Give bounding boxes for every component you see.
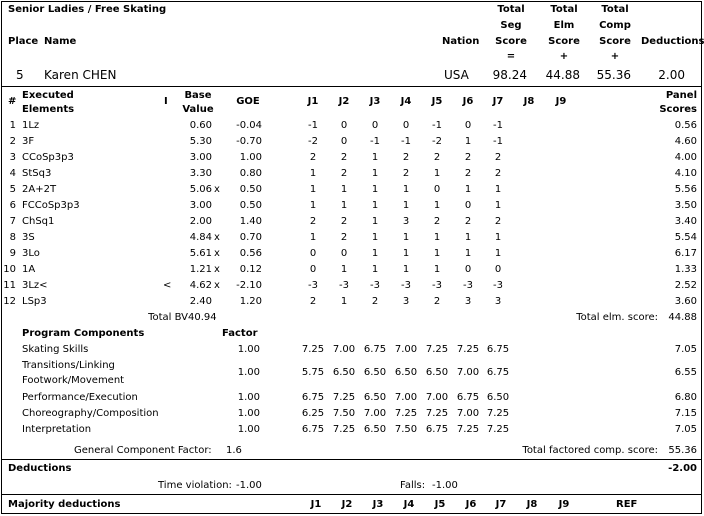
base-value: 5.30	[189, 136, 212, 147]
judge-score: 0	[309, 248, 317, 259]
nation-header: Nation	[442, 36, 480, 47]
judge-score: 7.25	[301, 344, 325, 355]
judge-score: 7.00	[332, 344, 356, 355]
goe-value: 0.12	[239, 264, 262, 275]
skater-deductions: 2.00	[658, 68, 685, 82]
judge-score: 7.25	[456, 424, 480, 435]
judge-score: 1	[433, 232, 441, 243]
panel-score: 4.10	[674, 168, 697, 179]
deductions-total: -2.00	[668, 463, 697, 474]
judge-score: 7.00	[456, 367, 480, 378]
majority-judge: J2	[341, 499, 353, 510]
time-violation-value: -1.00	[236, 480, 262, 491]
deductions-header: Deductions	[641, 36, 704, 47]
element-number: 2	[9, 136, 16, 147]
judge-score: 2	[309, 152, 317, 163]
judge-score: 6.75	[425, 424, 449, 435]
judge-score: 7.25	[332, 392, 356, 403]
element-number: 5	[9, 184, 16, 195]
judge-score: 1	[340, 264, 348, 275]
judge-score: 7.00	[456, 408, 480, 419]
judge-score: -3	[308, 280, 318, 291]
judge-score: 6.50	[486, 392, 510, 403]
element-number: 7	[9, 216, 16, 227]
element-number: 8	[9, 232, 16, 243]
base-value: 5.61	[189, 248, 212, 259]
judge-score: 6.75	[363, 344, 387, 355]
element-name: LSp3	[22, 296, 47, 307]
judge-score: 0	[464, 120, 472, 131]
component-name: Interpretation	[22, 424, 92, 435]
judge-header: J2	[338, 96, 350, 107]
falls-label: Falls:	[400, 480, 426, 491]
judge-score: 7.25	[332, 424, 356, 435]
divider	[1, 459, 702, 460]
skater-tss: 98.24	[492, 68, 527, 82]
panel-score: 5.54	[674, 232, 697, 243]
falls-value: -1.00	[432, 480, 458, 491]
component-factor: 1.00	[237, 367, 260, 378]
total-bv-value: 40.94	[188, 312, 217, 323]
goe-value: -0.70	[236, 136, 262, 147]
total-elm-label: Total elm. score:	[576, 312, 658, 323]
judge-score: 1	[371, 152, 379, 163]
judge-score: 1	[494, 248, 502, 259]
judge-score: 0	[433, 184, 441, 195]
majority-judge: J5	[434, 499, 446, 510]
judge-score: 0	[340, 248, 348, 259]
judge-score: -3	[463, 280, 473, 291]
judge-header: J8	[523, 96, 535, 107]
judge-score: 1	[464, 136, 472, 147]
total-comp-label: Total factored comp. score:	[522, 445, 658, 456]
total-bv-label: Total BV	[148, 312, 188, 323]
time-violation-label: Time violation:	[158, 480, 232, 491]
judge-score: 0	[402, 120, 410, 131]
panel-score: 4.00	[674, 152, 697, 163]
judge-score: 1	[402, 200, 410, 211]
element-name: 1A	[22, 264, 36, 275]
judge-score: 7.25	[425, 408, 449, 419]
panel-score: 3.50	[674, 200, 697, 211]
judge-score: 6.50	[394, 367, 418, 378]
judge-score: 2	[309, 296, 317, 307]
component-score: 6.55	[674, 367, 697, 378]
majority-judge: J7	[495, 499, 507, 510]
judge-header: J3	[369, 96, 381, 107]
judge-score: 7.00	[394, 344, 418, 355]
skater-name: Karen CHEN	[44, 68, 117, 82]
judge-score: 1	[309, 232, 317, 243]
judge-score: 2	[340, 152, 348, 163]
judge-score: 6.50	[332, 367, 356, 378]
place-header: Place	[8, 36, 39, 47]
element-number: 6	[9, 200, 16, 211]
component-score: 6.80	[674, 392, 697, 403]
judge-score: 1	[371, 216, 379, 227]
judge-score: 1	[371, 200, 379, 211]
judge-score: 6.50	[363, 424, 387, 435]
majority-judge: J1	[310, 499, 322, 510]
base-value: 3.30	[189, 168, 212, 179]
judge-score: 0	[309, 264, 317, 275]
element-name: 3Lz<	[22, 280, 48, 291]
panel-score: 6.17	[674, 248, 697, 259]
bonus-marker: x	[214, 184, 220, 195]
majority-judge: J9	[558, 499, 570, 510]
bonus-marker: x	[214, 264, 220, 275]
element-name: ChSq1	[22, 216, 55, 227]
judge-score: 2	[433, 296, 441, 307]
judge-header: J9	[555, 96, 567, 107]
judge-score: 0	[340, 120, 348, 131]
judge-score: 7.00	[394, 392, 418, 403]
judge-score: 1	[371, 264, 379, 275]
judge-score: 2	[494, 152, 502, 163]
goe-value: -2.10	[236, 280, 262, 291]
judge-score: 7.00	[425, 392, 449, 403]
pc-header: Program Components	[22, 328, 145, 339]
panel-score: 0.56	[674, 120, 697, 131]
judge-score: 1	[494, 200, 502, 211]
element-number: 9	[9, 248, 16, 259]
component-factor: 1.00	[237, 408, 260, 419]
panel-score: 5.56	[674, 184, 697, 195]
component-score: 7.15	[674, 408, 697, 419]
base-value: 2.40	[189, 296, 212, 307]
judge-score: -3	[493, 280, 503, 291]
judge-score: 7.50	[394, 424, 418, 435]
base-value: 0.60	[189, 120, 212, 131]
judge-score: 3	[464, 296, 472, 307]
judge-score: 0	[494, 264, 502, 275]
judge-score: -2	[432, 136, 442, 147]
base-value: 3.00	[189, 200, 212, 211]
element-name: FCCoSp3p3	[22, 200, 80, 211]
judge-score: 2	[340, 232, 348, 243]
gcf-value: 1.6	[226, 445, 242, 456]
base-value: 1.21	[189, 264, 212, 275]
element-name: 3F	[22, 136, 35, 147]
total-elm-value: 44.88	[668, 312, 697, 323]
judge-header: J7	[492, 96, 504, 107]
panel-score: 3.60	[674, 296, 697, 307]
judge-score: 6.75	[456, 392, 480, 403]
factor-header: Factor	[222, 328, 258, 339]
element-name: 2A+2T	[22, 184, 57, 195]
skater-pcs: 55.36	[596, 68, 631, 82]
judge-score: 1	[402, 232, 410, 243]
judge-header: J5	[431, 96, 443, 107]
component-factor: 1.00	[237, 344, 260, 355]
element-number: 11	[3, 280, 16, 291]
base-value: 4.62	[189, 280, 212, 291]
judge-score: -1	[370, 136, 380, 147]
judge-score: 7.50	[332, 408, 356, 419]
divider	[1, 494, 702, 495]
goe-value: 0.50	[239, 200, 262, 211]
component-factor: 1.00	[237, 424, 260, 435]
divider	[1, 86, 702, 87]
component-score: 7.05	[674, 344, 697, 355]
judge-score: 1	[464, 248, 472, 259]
total-comp-value: 55.36	[668, 445, 697, 456]
component-name: Choreography/Composition	[22, 408, 159, 419]
base-value: 2.00	[189, 216, 212, 227]
element-number: 4	[9, 168, 16, 179]
bonus-marker: x	[214, 280, 220, 291]
judge-score: -3	[370, 280, 380, 291]
judge-score: 6.75	[486, 367, 510, 378]
judge-header: J6	[462, 96, 474, 107]
panel-score: 2.52	[674, 280, 697, 291]
goe-value: 1.20	[239, 296, 262, 307]
element-name: 3Lo	[22, 248, 40, 259]
skater-tes: 44.88	[545, 68, 580, 82]
element-number: 12	[3, 296, 16, 307]
majority-judge: J4	[403, 499, 415, 510]
judge-score: 1	[464, 232, 472, 243]
judge-score: 1	[402, 248, 410, 259]
judge-score: 1	[371, 232, 379, 243]
judge-score: 6.50	[425, 367, 449, 378]
goe-value: 0.50	[239, 184, 262, 195]
judge-score: 6.50	[363, 367, 387, 378]
majority-judge: J8	[526, 499, 538, 510]
judge-score: -2	[308, 136, 318, 147]
component-name: Transitions/Linking	[22, 360, 115, 371]
element-number: 10	[3, 264, 16, 275]
goe-value: 1.40	[239, 216, 262, 227]
judge-score: 1	[494, 184, 502, 195]
judge-score: 1	[494, 232, 502, 243]
judge-score: 2	[433, 152, 441, 163]
bonus-marker: x	[214, 232, 220, 243]
deductions-label: Deductions	[8, 463, 72, 474]
majority-judge: J3	[372, 499, 384, 510]
judge-score: 2	[371, 296, 379, 307]
judge-score: -1	[432, 120, 442, 131]
judge-score: 1	[371, 248, 379, 259]
judge-score: 1	[402, 264, 410, 275]
element-info: <	[163, 280, 172, 291]
judge-score: 1	[464, 184, 472, 195]
judge-score: 7.25	[456, 344, 480, 355]
judge-score: 1	[433, 264, 441, 275]
majority-label: Majority deductions	[8, 499, 121, 510]
element-name: CCoSp3p3	[22, 152, 74, 163]
judge-score: -1	[493, 120, 503, 131]
judge-score: 1	[371, 168, 379, 179]
judge-score: 5.75	[301, 367, 325, 378]
judge-score: 2	[464, 152, 472, 163]
judge-score: 0	[464, 264, 472, 275]
judge-score: 2	[340, 168, 348, 179]
judge-score: 1	[433, 168, 441, 179]
goe-value: 1.00	[239, 152, 262, 163]
judge-score: -3	[432, 280, 442, 291]
judge-score: 1	[433, 248, 441, 259]
judge-score: 7.25	[486, 408, 510, 419]
judge-header: J4	[400, 96, 412, 107]
component-name: Performance/Execution	[22, 392, 138, 403]
judge-score: 2	[494, 216, 502, 227]
judge-score: 1	[402, 184, 410, 195]
element-name: 1Lz	[22, 120, 40, 131]
base-value: 3.00	[189, 152, 212, 163]
judge-header: J1	[307, 96, 319, 107]
element-number: 1	[9, 120, 16, 131]
gcf-label: General Component Factor:	[74, 445, 212, 456]
element-number: 3	[9, 152, 16, 163]
ref-label: REF	[616, 499, 638, 510]
base-value: 4.84	[189, 232, 212, 243]
panel-score: 3.40	[674, 216, 697, 227]
judge-score: 1	[340, 296, 348, 307]
judge-score: 3	[494, 296, 502, 307]
bonus-marker: x	[214, 248, 220, 259]
judge-score: 6.50	[363, 392, 387, 403]
judge-score: 2	[433, 216, 441, 227]
goe-value: 0.70	[239, 232, 262, 243]
judge-score: 2	[464, 216, 472, 227]
judge-score: 2	[309, 216, 317, 227]
judge-score: 7.25	[425, 344, 449, 355]
judge-score: 1	[340, 200, 348, 211]
goe-value: -0.04	[236, 120, 262, 131]
judge-score: 1	[309, 168, 317, 179]
skater-nation: USA	[444, 68, 469, 82]
judge-score: 2	[464, 168, 472, 179]
judge-score: -1	[401, 136, 411, 147]
component-name: Footwork/Movement	[22, 375, 125, 386]
judge-score: 3	[402, 216, 410, 227]
judge-score: 6.75	[486, 344, 510, 355]
judge-score: 2	[340, 216, 348, 227]
judge-score: 0	[371, 120, 379, 131]
judge-score: 7.25	[486, 424, 510, 435]
judge-score: 7.25	[394, 408, 418, 419]
judge-score: 0	[464, 200, 472, 211]
judge-score: 2	[494, 168, 502, 179]
component-score: 7.05	[674, 424, 697, 435]
judge-score: 2	[402, 152, 410, 163]
judge-score: 1	[340, 184, 348, 195]
panel-score: 4.60	[674, 136, 697, 147]
judge-score: 1	[309, 184, 317, 195]
judge-score: 2	[402, 168, 410, 179]
judge-score: -1	[308, 120, 318, 131]
element-name: 3S	[22, 232, 35, 243]
goe-value: 0.80	[239, 168, 262, 179]
judge-score: 6.75	[301, 424, 325, 435]
name-header: Name	[44, 36, 77, 47]
component-factor: 1.00	[237, 392, 260, 403]
goe-value: 0.56	[239, 248, 262, 259]
judge-score: 1	[433, 200, 441, 211]
judge-score: -3	[401, 280, 411, 291]
base-value: 5.06	[189, 184, 212, 195]
judge-score: -1	[493, 136, 503, 147]
component-name: Skating Skills	[22, 344, 89, 355]
judge-score: -3	[339, 280, 349, 291]
judge-score: 6.75	[301, 392, 325, 403]
skater-place: 5	[16, 68, 24, 82]
element-name: StSq3	[22, 168, 52, 179]
judge-score: 1	[309, 200, 317, 211]
judge-score: 6.25	[301, 408, 325, 419]
majority-judge: J6	[465, 499, 477, 510]
judge-score: 7.00	[363, 408, 387, 419]
judge-score: 1	[371, 184, 379, 195]
event-title: Senior Ladies / Free Skating	[8, 4, 167, 15]
judge-score: 3	[402, 296, 410, 307]
judge-score: 0	[340, 136, 348, 147]
panel-score: 1.33	[674, 264, 697, 275]
